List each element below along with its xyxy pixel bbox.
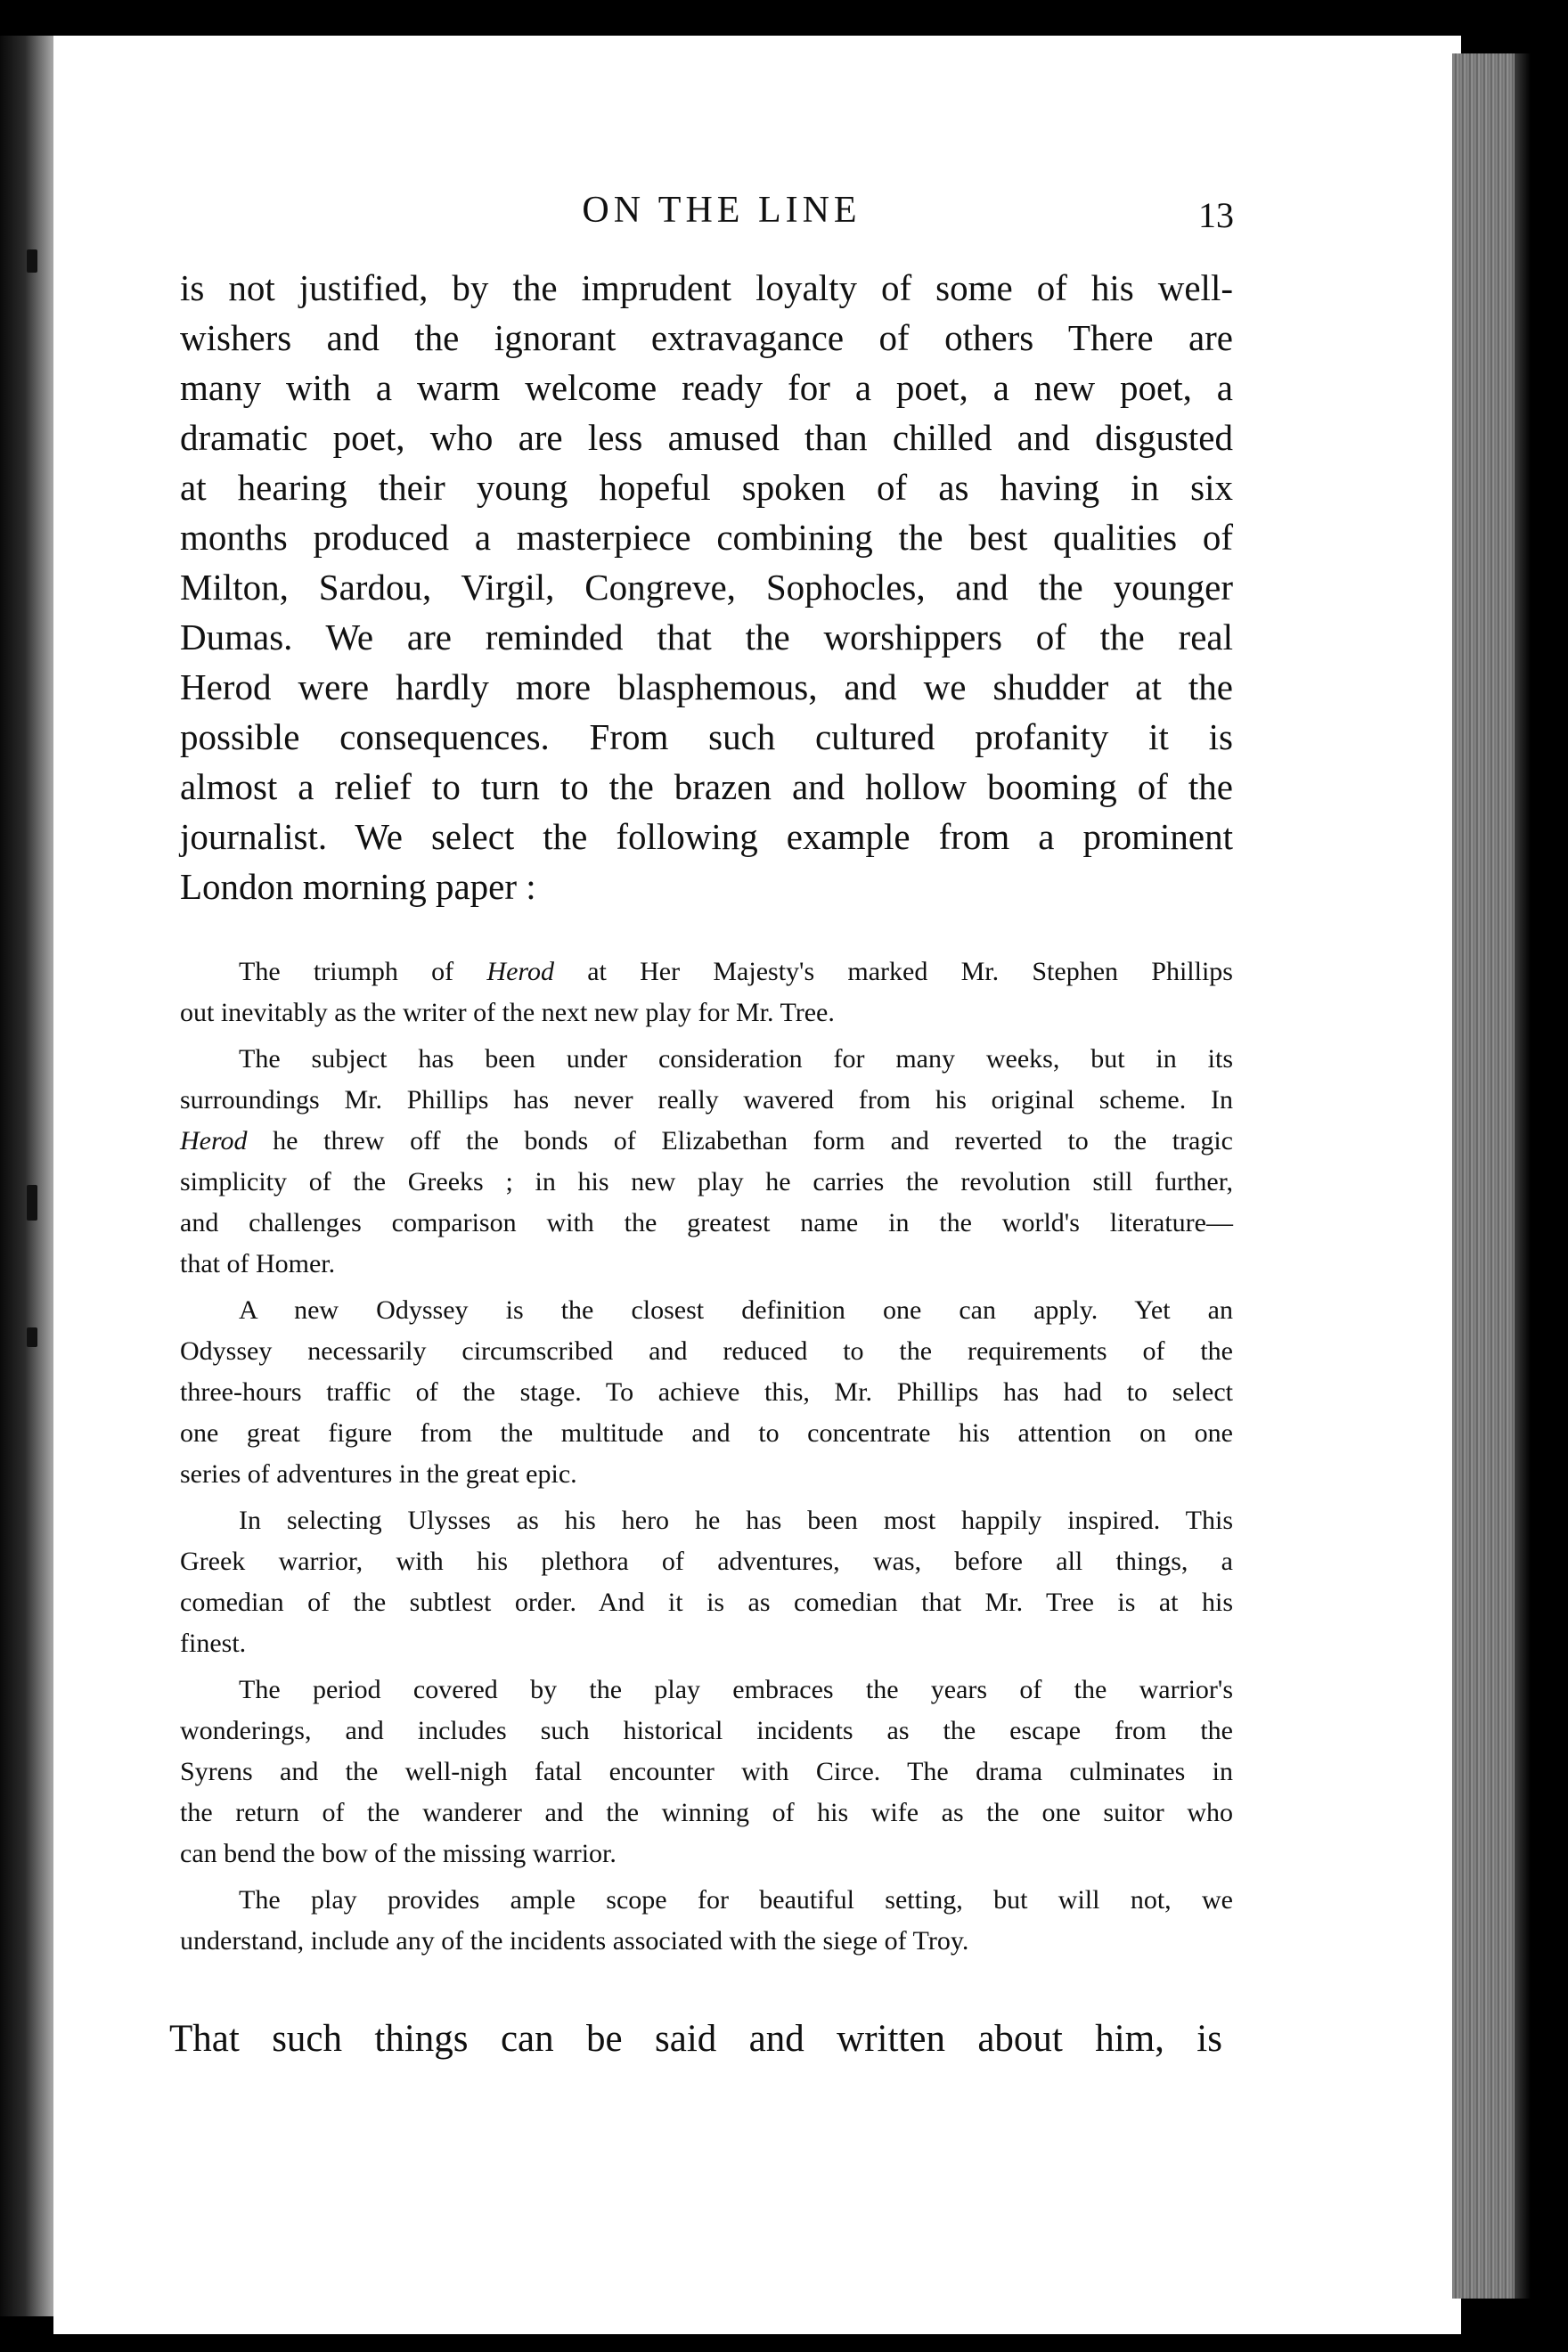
- quote-text: In selecting Ulysses as his hero he has been most happily inspired. This: [239, 1506, 1233, 1535]
- binding-mark: [27, 249, 37, 273]
- quote-text: The play provides ample scope for beautiful setting, but will not, we: [239, 1885, 1233, 1915]
- quote-line: [180, 1711, 1233, 1752]
- quote-line: [180, 1880, 1233, 1921]
- page-number: 13: [1198, 195, 1234, 235]
- quote-line: [180, 1921, 1233, 1962]
- quote-paragraph: [180, 951, 1233, 1033]
- quote-line: [180, 1121, 1233, 1162]
- body-line: Dumas. We are reminded that the worshippers of the real: [180, 617, 1233, 657]
- quote-line: [180, 1752, 1233, 1793]
- body-line: Milton, Sardou, Virgil, Congreve, Sophocles, and the younger: [180, 567, 1233, 608]
- quote-text: the return of the wanderer and the winning of his wife as the one suitor who: [180, 1798, 1233, 1827]
- quote-text: comedian of the subtlest order. And it is as comedian that Mr. Tree is at his: [180, 1588, 1233, 1617]
- quote-line: [180, 1413, 1233, 1454]
- quote-line: [180, 1541, 1233, 1582]
- body-line: dramatic poet, who are less amused than chilled and disgusted: [180, 417, 1233, 458]
- body-line: Herod were hardly more blasphemous, and we shudder at the: [180, 666, 1233, 707]
- quote-line: [180, 1582, 1233, 1623]
- quote-text: at Her Majesty's marked Mr. Stephen Phillips: [553, 957, 1233, 986]
- quote-paragraph: [180, 1039, 1233, 1285]
- quote-line: [180, 1331, 1233, 1372]
- body-line: wishers and the ignorant extravagance of others There are: [180, 317, 1233, 358]
- body-line: many with a warm welcome ready for a poet, a new poet, a: [180, 367, 1233, 408]
- italic-title: Herod: [486, 957, 554, 986]
- body-line: is not justified, by the imprudent loyalty of some of his well-: [180, 267, 1233, 308]
- quote-text: that of Homer.: [180, 1249, 336, 1278]
- body-line: journalist. We select the following example from a prominent: [180, 816, 1233, 857]
- quote-line: [180, 1372, 1233, 1413]
- quote-text: can bend the bow of the missing warrior.: [180, 1839, 617, 1868]
- body-paragraph: [180, 263, 1233, 911]
- body-line: almost a relief to turn to the brazen and hollow booming of the: [180, 766, 1233, 807]
- running-title: ON THE LINE: [582, 190, 862, 231]
- quote-text: The period covered by the play embraces the years of the warrior's: [239, 1675, 1233, 1704]
- quote-text: surroundings Mr. Phillips has never really wavered from his original scheme. In: [180, 1085, 1233, 1115]
- quote-line: [180, 1833, 1233, 1874]
- quote-text: three-hours traffic of the stage. To achieve this, Mr. Phillips has had to select: [180, 1377, 1233, 1407]
- body-line: London morning paper :: [180, 866, 536, 907]
- quote-text: Greek warrior, with his plethora of adventures, was, before all things, a: [180, 1547, 1233, 1576]
- quote-text: wonderings, and includes such historical incidents as the escape from the: [180, 1716, 1233, 1745]
- quote-line: [180, 1080, 1233, 1121]
- book-fore-edge: [1452, 53, 1515, 2299]
- quote-line: [180, 1793, 1233, 1833]
- quote-text: he threw off the bonds of Elizabethan form and reverted to the tragic: [247, 1126, 1233, 1156]
- quote-line: [180, 1203, 1233, 1244]
- quote-line: [180, 1500, 1233, 1541]
- quote-line: [180, 1290, 1233, 1331]
- quote-text: series of adventures in the great epic.: [180, 1459, 577, 1489]
- quote-text: finest.: [180, 1629, 247, 1658]
- quote-text: out inevitably as the writer of the next new play for Mr. Tree.: [180, 998, 835, 1027]
- fore-edge-shadow: [1515, 53, 1531, 2299]
- quote-paragraph: [180, 1670, 1233, 1874]
- quote-line: [180, 1244, 1233, 1285]
- body-line: at hearing their young hopeful spoken of as having in six: [180, 467, 1233, 508]
- closing-line: That such things can be said and written about him, is: [169, 2018, 1222, 2060]
- quote-line: [180, 1454, 1233, 1495]
- body-line: months produced a masterpiece combining the best qualities of: [180, 517, 1233, 558]
- quote-paragraph: [180, 1880, 1233, 1962]
- quote-line: [180, 951, 1233, 992]
- quote-paragraph: [180, 1290, 1233, 1495]
- quote-text: and challenges comparison with the greatest name in the world's literature—: [180, 1208, 1233, 1237]
- italic-title: Herod: [180, 1126, 248, 1156]
- quote-paragraph: [180, 1500, 1233, 1664]
- body-line: possible consequences. From such cultured profanity it is: [180, 716, 1233, 757]
- quote-line: [180, 1670, 1233, 1711]
- quote-text: The triumph of: [239, 957, 487, 986]
- quote-text: Odyssey necessarily circumscribed and reduced to the requirements of the: [180, 1336, 1233, 1366]
- quote-text: understand, include any of the incidents associated with the siege of Troy.: [180, 1926, 969, 1956]
- quote-line: [180, 1039, 1233, 1080]
- quote-text: simplicity of the Greeks ; in his new play he carries the revolution still further,: [180, 1167, 1233, 1196]
- quote-text: Syrens and the well-nigh fatal encounter with Circe. The drama culminates in: [180, 1757, 1233, 1786]
- quoted-extract: [180, 951, 1233, 1967]
- quote-line: [180, 1162, 1233, 1203]
- quote-line: [180, 1623, 1233, 1664]
- quote-text: one great figure from the multitude and to concentrate his attention on one: [180, 1418, 1233, 1448]
- quote-text: The subject has been under consideration for many weeks, but in its: [239, 1044, 1233, 1074]
- binding-mark: [27, 1185, 37, 1221]
- binding-mark: [27, 1327, 37, 1347]
- quote-text: A new Odyssey is the closest definition one can apply. Yet an: [239, 1295, 1233, 1325]
- quote-line: [180, 992, 1233, 1033]
